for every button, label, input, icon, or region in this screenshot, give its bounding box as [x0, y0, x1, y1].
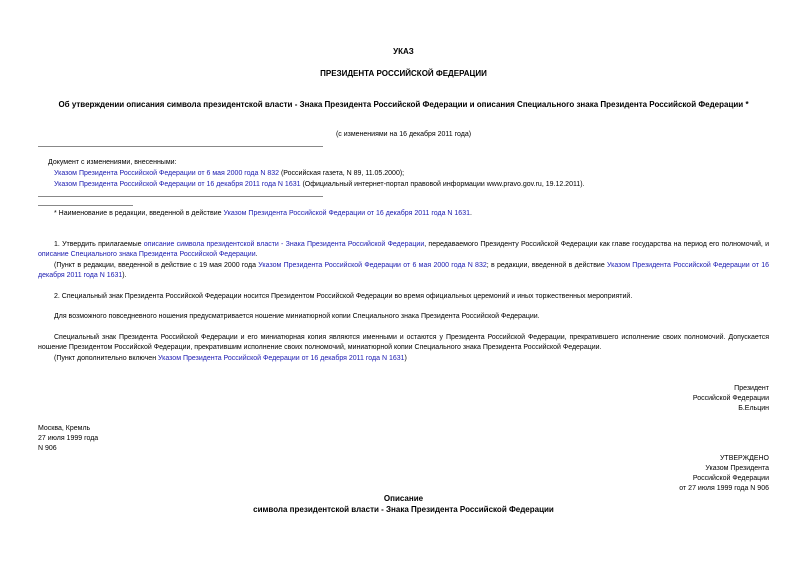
approval-heading: УТВЕРЖДЕНО	[719, 455, 769, 462]
p1-note-decree-1631-link[interactable]: Указом Президента Российской Федерации от 16 декабря 2011 года N 1631	[38, 262, 769, 279]
doc-type-title: УКАЗ	[393, 47, 414, 56]
footnote-divider	[38, 205, 133, 206]
p4-note-text-a: (Пункт дополнительно включен	[54, 355, 159, 362]
changes-item-2-source: (Официальный интернет-портал правовой информации www.pravo.gov.ru, 19.12.2011).	[300, 181, 585, 188]
paragraph-1	[38, 240, 769, 260]
paragraph-4-note	[38, 354, 769, 364]
signature-block	[693, 384, 769, 414]
divider	[38, 196, 323, 197]
signature-name: Б.Ельцин	[738, 405, 769, 412]
p1-text-a: 1. Утвердить прилагаемые	[54, 241, 144, 248]
special-sign-description-link[interactable]: описание Специального знака Президента Российской Федерации	[38, 251, 256, 258]
date: 27 июля 1999 года	[38, 435, 99, 442]
decree-1631-link[interactable]: Указом Президента Российской Федерации от 16 декабря 2011 года N 1631	[54, 181, 301, 188]
paragraph-4: Специальный знак Президента Российской Федерации и его миниатюрная копия являются именными и остаются у Президента Российской Федерации, прекратившего исполнение своих полномочий. Допускается ношение Президентом Российской Федерации, прекратившим исполнение своих полномочий, миниатюрной копии Специального знака Президента Российской Федерации.	[38, 334, 769, 351]
paragraph-1-note	[38, 261, 769, 281]
approval-line-2: Указом Президента	[705, 465, 769, 472]
p4-note-decree-1631-link[interactable]: Указом Президента Российской Федерации от 16 декабря 2011 года N 1631	[158, 355, 405, 362]
footnote	[54, 209, 472, 219]
symbol-description-link[interactable]: описание символа президентской власти - Знака Президента Российской Федерации	[143, 241, 425, 248]
doc-issuer-title: ПРЕЗИДЕНТА РОССИЙСКОЙ ФЕДЕРАЦИИ	[320, 69, 487, 78]
p1-note-decree-832-link[interactable]: Указом Президента Российской Федерации от 6 мая 2000 года N 832	[258, 262, 487, 269]
decree-number: N 906	[38, 445, 57, 452]
place: Москва, Кремль	[38, 425, 91, 432]
doc-subject-title: Об утверждении описания символа президентской власти - Знака Президента Российской Федерации и описания Специального знака Президента Российской Федерации *	[58, 100, 749, 109]
approval-line-4: от 27 июля 1999 года N 906	[679, 485, 769, 492]
p1-note-text-b: ; в редакции, введенной в действие	[486, 262, 608, 269]
footnote-end: .	[469, 210, 472, 217]
description-subtitle: символа президентской власти - Знака Президента Российской Федерации	[253, 505, 554, 514]
place-date-block	[38, 424, 98, 454]
p4-note-text-b: )	[404, 355, 407, 362]
p1-text-c: .	[255, 251, 258, 258]
signature-title: Президент	[734, 385, 769, 392]
amendment-note: (с изменениями на 16 декабря 2011 года)	[335, 131, 472, 138]
p1-note-text-c: ).	[122, 272, 127, 279]
changes-item-1-source: (Российская газета, N 89, 11.05.2000);	[279, 170, 405, 177]
description-title: Описание	[383, 494, 424, 503]
footnote-decree-link[interactable]: Указом Президента Российской Федерации от 16 декабря 2011 года N 1631	[223, 210, 470, 217]
changes-item-2	[54, 180, 585, 190]
p1-text-b: , передаваемого Президенту Российской Федерации как главе государства на период его полномочий, и	[424, 241, 769, 248]
footnote-text: * Наименование в редакции, введенной в действие	[54, 210, 224, 217]
paragraph-3: Для возможного повседневного ношения предусматривается ношение миниатюрной копии Специального знака Президента Российской Федерации.	[54, 313, 540, 320]
divider	[38, 146, 323, 147]
p1-note-text-a: (Пункт в редакции, введенной в действие с 19 мая 2000 года	[54, 262, 259, 269]
signature-country: Российской Федерации	[692, 395, 769, 402]
approval-line-3: Российской Федерации	[692, 475, 769, 482]
decree-832-link[interactable]: Указом Президента Российской Федерации от 6 мая 2000 года N 832	[54, 170, 280, 177]
changes-item-1	[54, 169, 404, 179]
approval-block	[679, 454, 769, 494]
changes-intro: Документ с изменениями, внесенными:	[48, 159, 177, 166]
paragraph-2: 2. Специальный знак Президента Российской Федерации носится Президентом Российской Федерации во время официальных церемоний и иных торжественных мероприятий.	[54, 293, 633, 300]
